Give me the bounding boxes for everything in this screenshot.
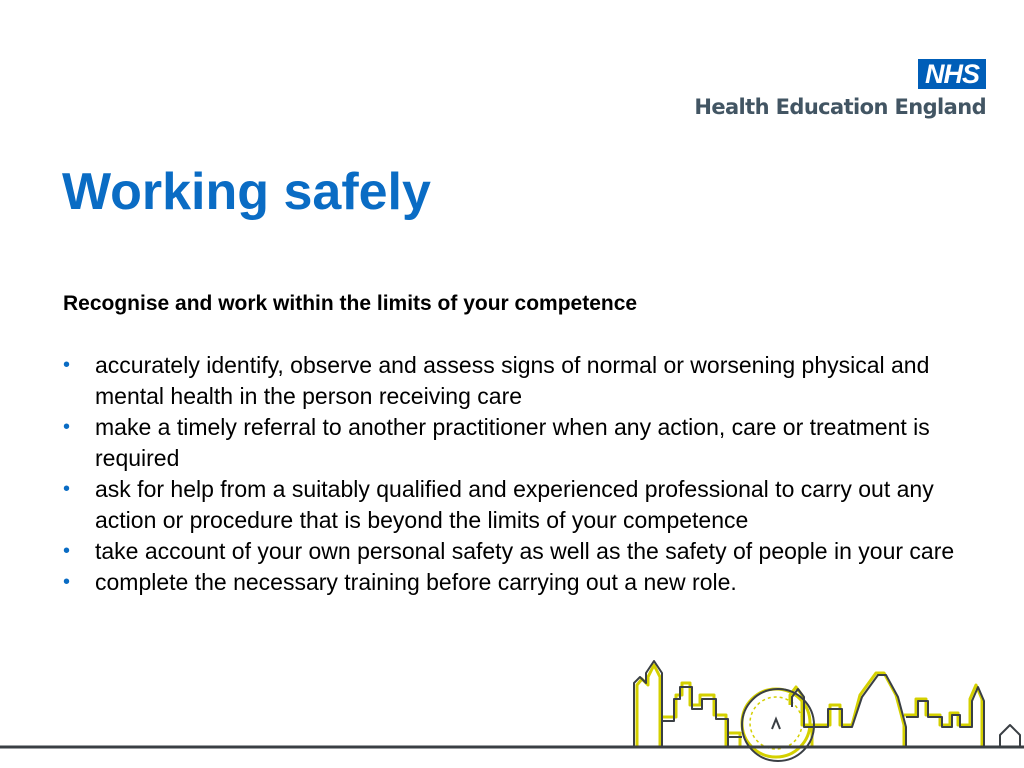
bullet-icon: • — [63, 354, 71, 376]
bullet-icon: • — [63, 540, 71, 562]
bullet-icon: • — [63, 478, 71, 500]
bullet-text: accurately identify, observe and assess signs of normal or worsening physical and mental health in the person receiving care — [95, 352, 930, 409]
slide-subheading: Recognise and work within the limits of your competence — [63, 292, 638, 315]
bullet-text: take account of your own personal safety as well as the safety of people in your care — [95, 538, 955, 564]
bullet-icon: • — [63, 416, 71, 438]
nhs-hee-logo — [696, 59, 986, 123]
list-item — [63, 350, 963, 412]
nhs-badge: NHS — [918, 59, 986, 89]
list-item — [63, 412, 963, 474]
bullet-text: complete the necessary training before carrying out a new role. — [95, 569, 737, 595]
list-item — [63, 536, 963, 567]
organisation-name: Health Education England — [694, 95, 986, 119]
slide-title: Working safely — [62, 163, 431, 221]
list-item — [63, 474, 963, 536]
london-skyline-icon — [0, 655, 1024, 768]
bullet-text: make a timely referral to another practitioner when any action, care or treatment is required — [95, 414, 930, 471]
bullet-list — [63, 350, 963, 598]
bullet-text: ask for help from a suitably qualified and experienced professional to carry out any action or procedure that is beyond the limits of your competence — [95, 476, 934, 533]
list-item — [63, 567, 963, 598]
bullet-icon: • — [63, 571, 71, 593]
